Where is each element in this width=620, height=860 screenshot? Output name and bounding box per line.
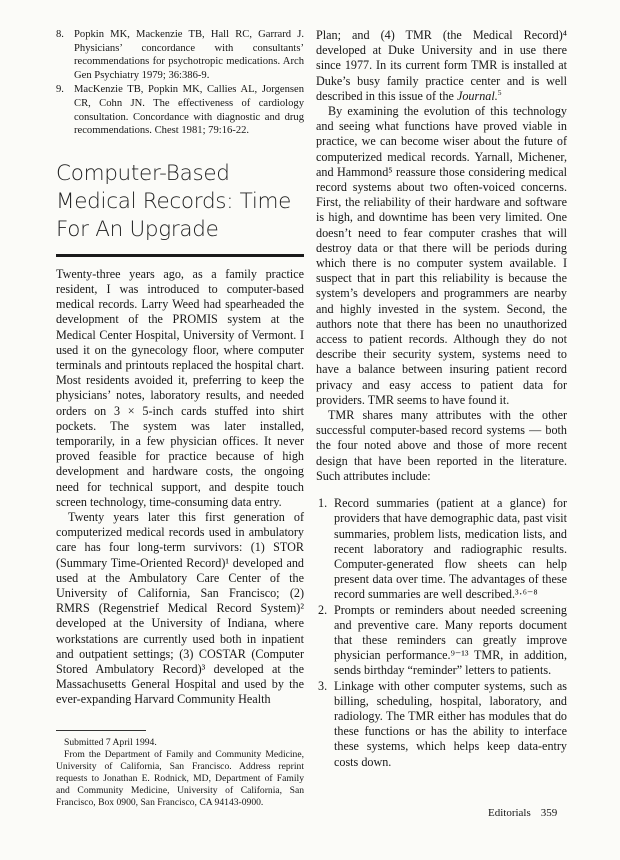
reference-list: [56, 28, 304, 138]
body-paragraph: By examining the evolution of this technology and seeing what functions have proved viable in practice, we can become wiser about the future of computerized medical records. Yarnall, Michener, and Hammond⁵ reassure those considering medical record systems about two often-voiced concerns. First, the reliability of their hardware and software is high, and downtime has been very limited. One doesn’t need to fear computer crashes that will destroy data or that there will be periods during which there is no computer system available. I suspect that in part this reliability is because the system’s developers and programmers are nearby and highly invested in the system. Second, the authors note that there has been no unauthorized access to patient records. Although they do not describe their security system, systems need to have a balance between insuring patient record privacy and easy access to patient data for providers. TMR seems to have found it.: [316, 104, 567, 407]
reference-number: 8.: [56, 29, 64, 40]
reference-text: MacKenzie TB, Popkin MK, Callies AL, Jorgensen CR, Cohn JN. The effectiveness of cardiology consultation. Concordance with diagnostic and drug recommendations. Chest 1981; 79:16-22.: [74, 84, 304, 137]
right-column: [316, 28, 567, 770]
reference-item: [56, 28, 304, 82]
article-title: Computer-Based Medical Records: Time For An Upgrade: [56, 160, 292, 242]
body-paragraph: Twenty-three years ago, as a family practice resident, I was introduced to computer-based medical records. Larry Weed had spearheaded the development of the PROMIS system at the Medical Center Hospital, University of Vermont. I used it on the gynecology floor, where computer terminals and printouts replaced the hospital chart. Most residents avoided it, preferring to keep the physicians’ notes, laboratory results, and needed orders on 3 × 5-inch cards stuffed into shirt pockets. The system was later installed, temporarily, in a few physician offices. It never proved feasible for practice because of high development and hardware costs, the ongoing need for technical support, and despite touch screen technology, time-consuming data entry.: [56, 266, 304, 509]
footnote-divider: [56, 730, 146, 731]
list-item: [316, 603, 567, 679]
list-item: [316, 679, 567, 770]
body-paragraph: Twenty years later this first generation of computerized medical records used in ambulatory care has four long-term survivors: (1) STOR (Summary Time-Oriented Record)¹ developed and used at the Ambulatory Care Center of the University of California, San Francisco; (2) RMRS (Regenstrief Medical Record System)² developed at the University of Indiana, where workstations are currently used both in inpatient and outpatient settings; (3) COSTAR (Computer Stored Ambulatory Record)³ developed at the Massachusetts General Hospital and used by the ever-expanding Harvard Community Health: [56, 510, 304, 707]
reference-number: 9.: [56, 84, 64, 96]
body-text: Plan; and (4) TMR (the Medical Record)⁴ developed at Duke University and in use there since 1977. In its current form TMR is installed at Duke’s busy family practice center and is well described in this issue of the: [316, 28, 567, 103]
citation-superscript: 5: [497, 87, 502, 97]
list-number: 1.: [318, 496, 328, 511]
body-paragraph: [316, 28, 567, 104]
affiliation-note: From the Department of Family and Community Medicine, University of California, San Francisco. Address reprint requests to Jonathan E. Rodnick, MD, Department of Family and Community Medicine, University of California, San Francisco, Box 0900, San Francisco, CA 94143-0900.: [56, 748, 304, 808]
list-number: 2.: [318, 602, 328, 617]
body-paragraph: TMR shares many attributes with the other successful computer-based record systems — both the four noted above and those of more recent design that have been reported in the literature. Such attributes include:: [316, 408, 567, 483]
list-text: Record summaries (patient at a glance) for providers that have demographic data, past visit summaries, problem lists, medication lists, and recent laboratory and radiographic results. Computer-generated flow sheets can help present data over time. The advantages of these record summaries are well described.³·⁶⁻⁸: [334, 496, 567, 602]
reference-item: [56, 83, 304, 137]
section-label: Editorials: [488, 807, 531, 819]
submission-note: Submitted 7 April 1994.: [64, 736, 157, 748]
list-text: Linkage with other computer systems, such as billing, scheduling, hospital, laboratory, and radiology. The TMR either has modules that do these functions or has the ability to interface these systems, which helps keep data-entry costs down.: [334, 678, 567, 769]
attribute-list: [316, 496, 567, 770]
list-item: [316, 496, 567, 602]
title-rule: [56, 254, 304, 257]
page-footer: [488, 807, 567, 819]
journal-name: Journal.: [456, 88, 498, 103]
list-text: Prompts or reminders about needed screening and preventive care. Many reports document that these reminders can greatly improve physician performance.⁹⁻¹³ TMR, in addition, sends birthday “reminder” letters to patients.: [334, 602, 567, 678]
left-column: [56, 28, 304, 809]
list-number: 3.: [318, 678, 328, 693]
page-number: 359: [540, 807, 558, 819]
reference-text: Popkin MK, Mackenzie TB, Hall RC, Garrard J. Physicians’ concordance with consultants’ recommendations for psychotropic medications. Arch Gen Psychiatry 1979; 36:386-9.: [74, 29, 304, 81]
